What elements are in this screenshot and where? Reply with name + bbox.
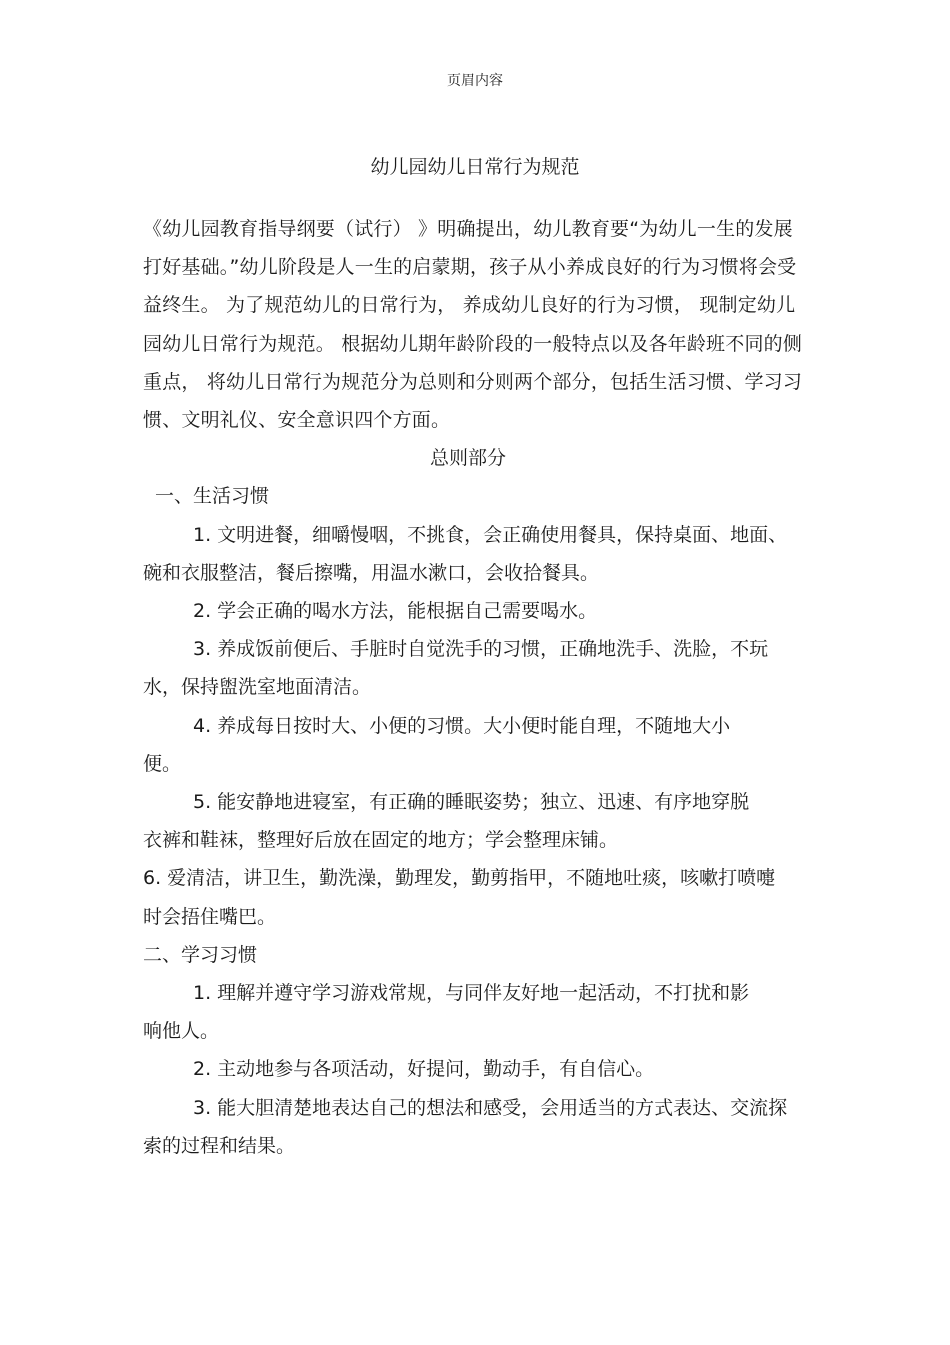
- section-title: 总则部分: [429, 447, 506, 470]
- life-item-5: 5. 能安静地进寝室，有正确的睡眠姿势；独立、迅速、有序地穿脱衣裤和鞋袜，整理好后放在固定的地方；学会整理床铺。: [143, 791, 750, 852]
- document-title: 幼儿园幼儿日常行为规范: [370, 156, 580, 178]
- life-item-6: 6. 爱清洁，讲卫生，勤洗澡，勤理发，勤剪指甲，不随地吐痰，咳嗽打喷嚏时会捂住嘴巴。: [143, 867, 776, 928]
- life-item-4: 4. 养成每日按时大、小便的习惯。大小便时能自理，不随地大小便。: [143, 714, 731, 775]
- study-habits-heading: 二、学习习惯: [143, 943, 258, 966]
- study-item-2: 2. 主动地参与各项活动，好提问，勤动手，有自信心。: [193, 1058, 655, 1081]
- intro-paragraph: 《幼儿园教育指导纲要（试行） 》明确提出，幼儿教育要“为幼儿一生的发展打好基础。”幼儿阶段是人一生的启蒙期，孩子从小养成良好的行为习惯将会受益终生。 为了规范幼儿的日常行为， 养成幼儿良好的行为习惯， 现制定幼儿园幼儿日常行为规范。 根据幼儿期年龄阶段的一般特点以及各年龄班不同的侧重点， 将幼儿日常行为规范分为总则和分则两个部分，包括生活习惯、学习习惯、文明礼仪、安全意识四个方面。: [143, 218, 803, 432]
- life-habits-heading: 一、生活习惯: [155, 485, 270, 508]
- life-item-2: 2. 学会正确的喝水方法，能根据自己需要喝水。: [193, 600, 598, 623]
- page-header: 页眉内容: [447, 73, 503, 89]
- study-item-1: 1. 理解并遵守学习游戏常规，与同伴友好地一起活动，不打扰和影响他人。: [143, 982, 750, 1043]
- study-item-3: 3. 能大胆清楚地表达自己的想法和感受，会用适当的方式表达、交流探索的过程和结果。: [143, 1096, 788, 1157]
- life-item-3: 3. 养成饭前便后、手脏时自觉洗手的习惯，正确地洗手、洗脸，不玩水，保持盥洗室地面清洁。: [143, 638, 769, 699]
- document-body: [143, 210, 813, 1165]
- life-item-1: 1. 文明进餐，细嚼慢咽，不挑食，会正确使用餐具，保持桌面、地面、碗和衣服整洁，餐后擦嘴，用温水漱口，会收拾餐具。: [143, 523, 788, 584]
